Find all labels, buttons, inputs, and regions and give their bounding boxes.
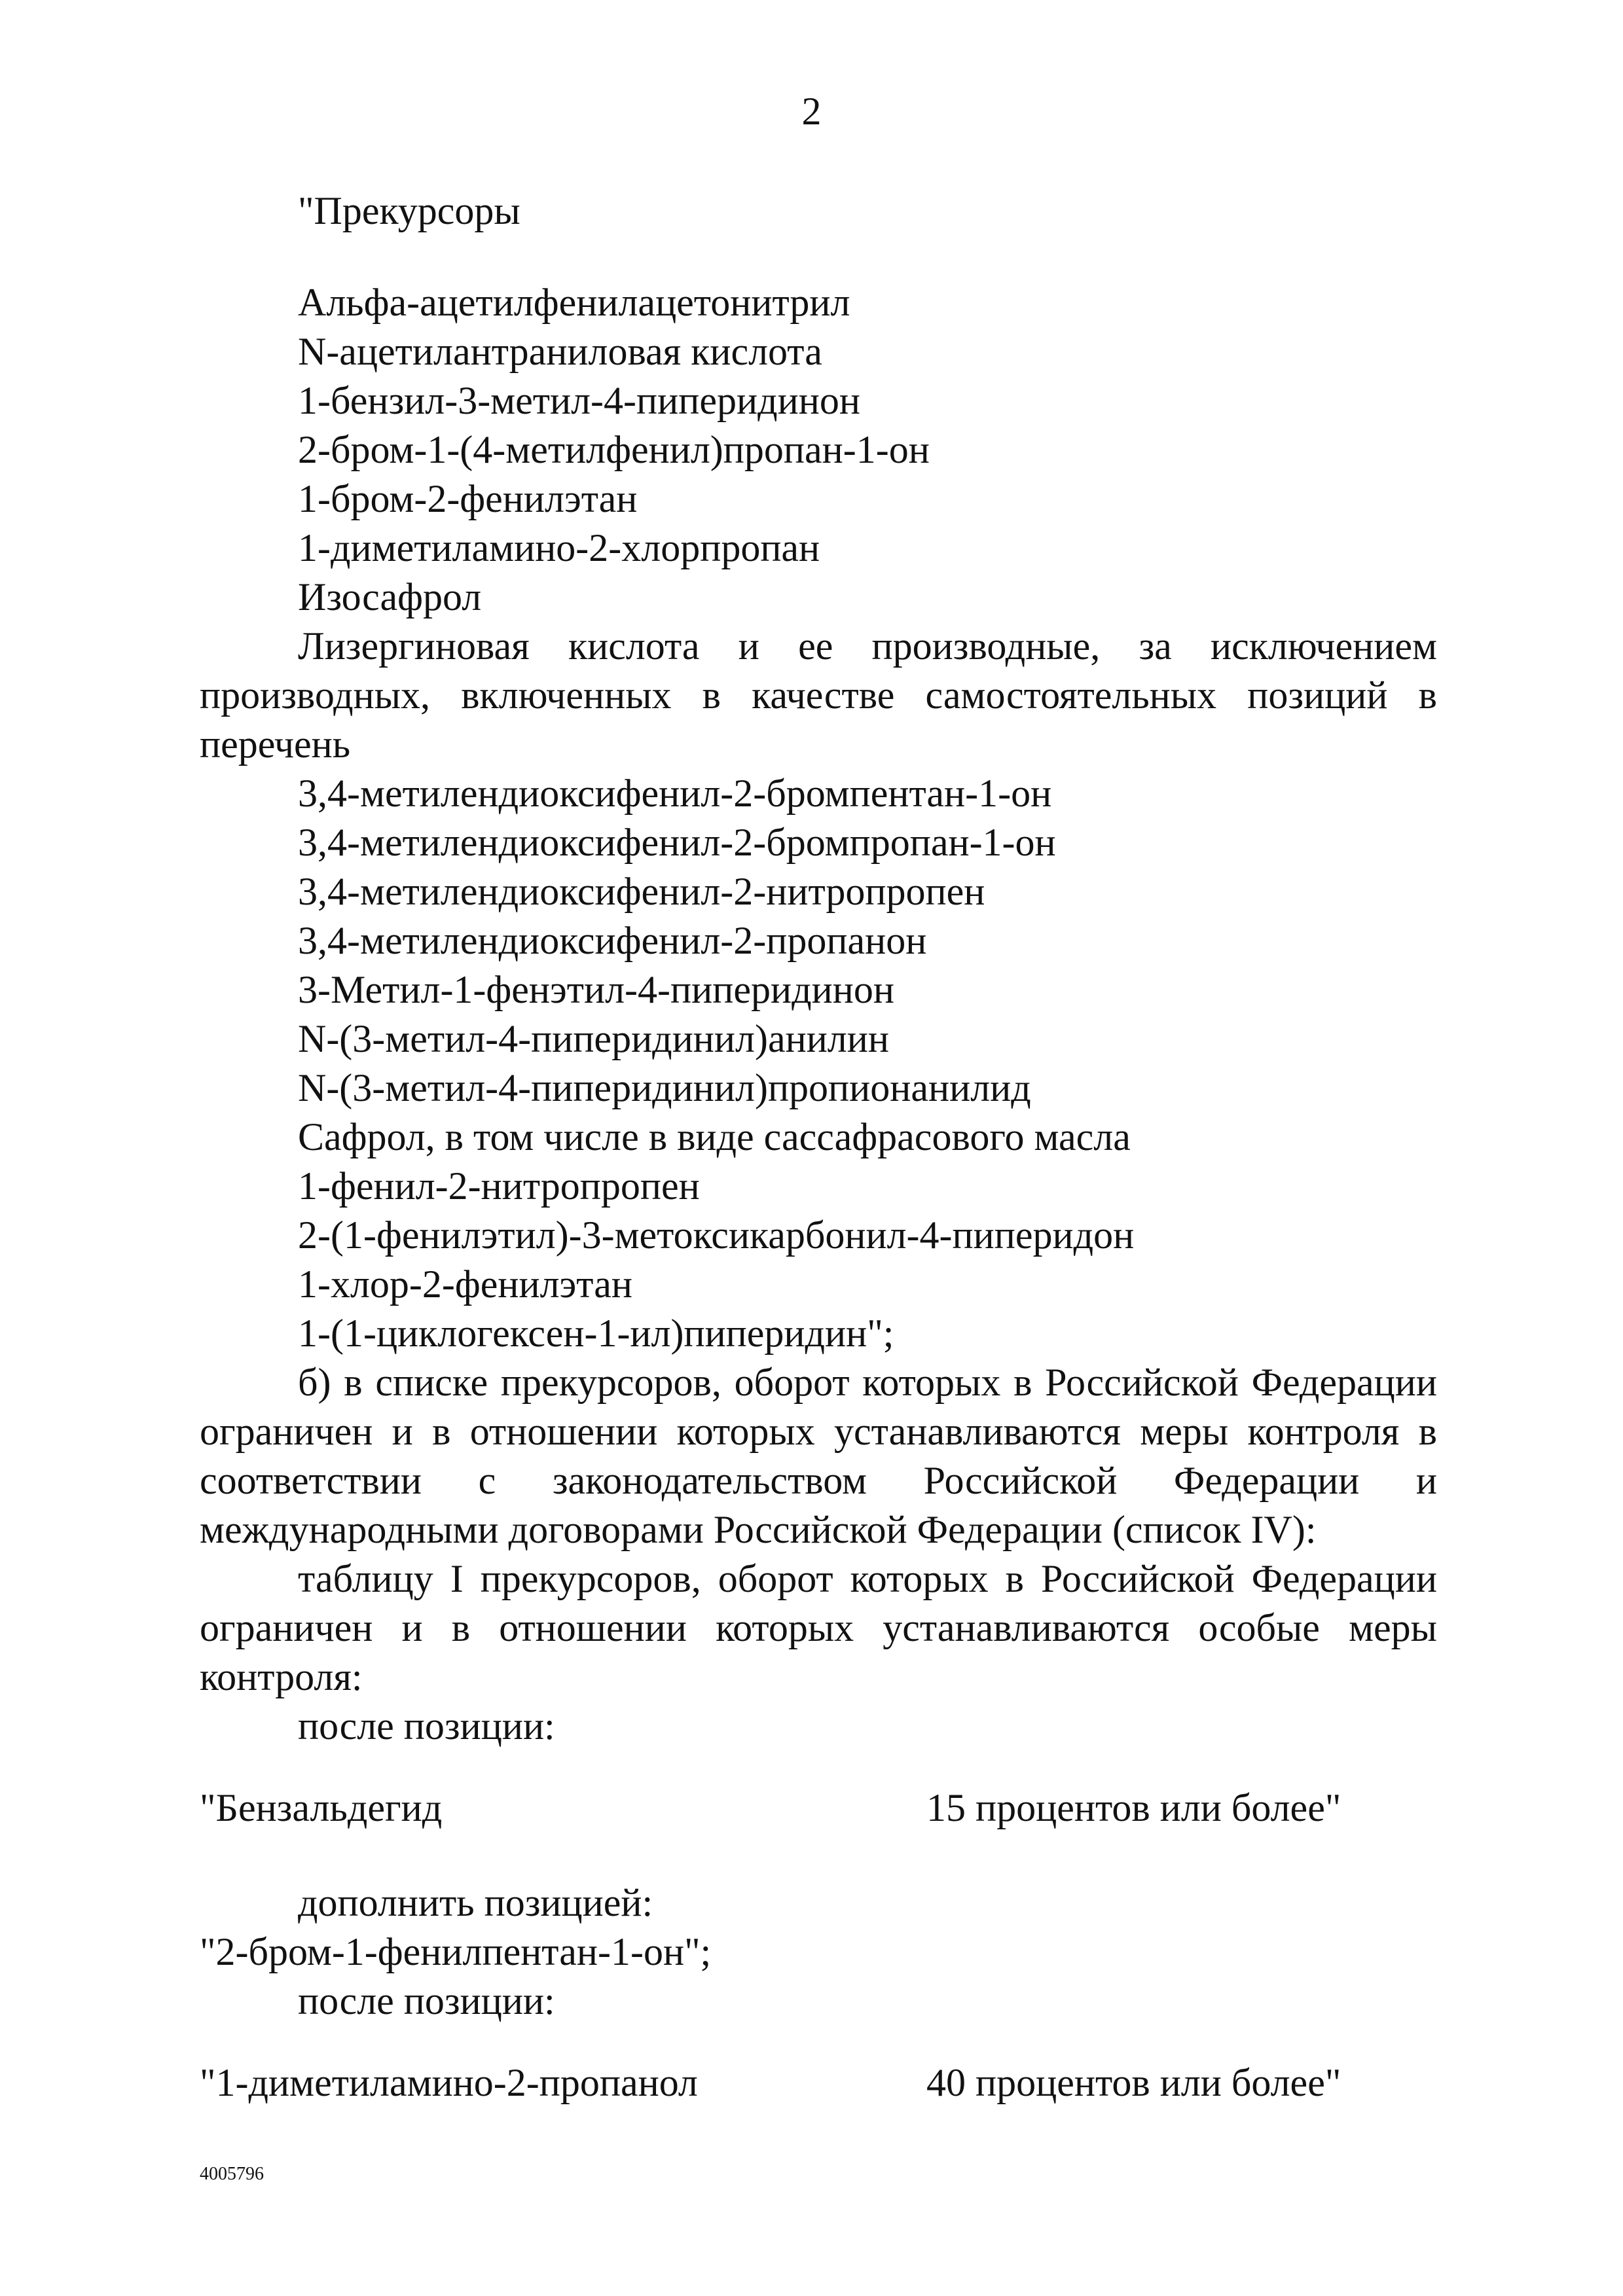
position-value: 15 процентов или более": [926, 1786, 1341, 1829]
paragraph-text: таблицу I прекурсоров, оборот которых в Российской Федерации ограничен и в отношении которых устанавливаются особые меры контроля:: [200, 1557, 1437, 1698]
after-position-label: после позиции:: [298, 1979, 555, 2022]
list-item: 3,4-метилендиоксифенил-2-бромпропан-1-он: [298, 821, 1056, 864]
new-position: "2-бром-1-фенилпентан-1-он";: [200, 1930, 712, 1973]
precursor-list-a: [298, 278, 930, 622]
list-item: 1-бром-2-фенилэтан: [298, 477, 638, 520]
list-item: 3,4-метилендиоксифенил-2-пропанон: [298, 919, 927, 962]
position-value: 40 процентов или более": [926, 2061, 1341, 2104]
after-position-label: после позиции:: [298, 1704, 555, 1748]
list-item: 2-(1-фенилэтил)-3-метоксикарбонил-4-пиперидон: [298, 1213, 1135, 1257]
paragraph-b: [200, 1358, 1437, 1554]
list-item: N-(3-метил-4-пиперидинил)анилин: [298, 1017, 889, 1060]
table-i-paragraph: [200, 1554, 1437, 1702]
document-code: 4005796: [200, 2164, 264, 2184]
add-position-label: дополнить позицией:: [298, 1881, 653, 1924]
list-item: N-(3-метил-4-пиперидинил)пропионанилид: [298, 1066, 1031, 1109]
list-item: 3,4-метилендиоксифенил-2-бромпентан-1-он: [298, 772, 1052, 815]
paragraph-text: б) в списке прекурсоров, оборот которых в Российской Федерации ограничен и в отношении которых устанавливаются меры контроля в соответствии с законодательством Российской Федерации и международными договорами Российской Федерации (список IV):: [200, 1361, 1437, 1551]
list-item: 1-диметиламино-2-хлорпропан: [298, 526, 820, 569]
paragraph-text: Лизергиновая кислота и ее производные, за исключением производных, включенных в качестве самостоятельных позиций в перечень: [200, 624, 1437, 766]
page-number: 2: [801, 90, 822, 133]
lysergic-acid-paragraph: [200, 622, 1437, 769]
list-item: 1-фенил-2-нитропропен: [298, 1164, 700, 1208]
list-item: 1-(1-циклогексен-1-ил)пиперидин";: [298, 1312, 894, 1355]
list-item: Изосафрол: [298, 575, 482, 619]
list-item: 3,4-метилендиоксифенил-2-нитропропен: [298, 870, 985, 913]
list-item: N-ацетилантраниловая кислота: [298, 330, 822, 373]
list-item: Альфа-ацетилфенилацетонитрил: [298, 281, 850, 324]
position-name: "Бензальдегид: [200, 1786, 443, 1829]
list-item: 1-хлор-2-фенилэтан: [298, 1263, 632, 1306]
list-item: 3-Метил-1-фенэтил-4-пиперидинон: [298, 968, 894, 1011]
position-name: "1-диметиламино-2-пропанол: [200, 2061, 698, 2104]
list-item: 2-бром-1-(4-метилфенил)пропан-1-он: [298, 428, 930, 471]
list-item: 1-бензил-3-метил-4-пиперидинон: [298, 379, 860, 422]
section-heading: "Прекурсоры: [298, 189, 520, 232]
precursor-list-b: [298, 769, 1134, 1358]
list-item: Сафрол, в том числе в виде сассафрасового масла: [298, 1115, 1131, 1158]
